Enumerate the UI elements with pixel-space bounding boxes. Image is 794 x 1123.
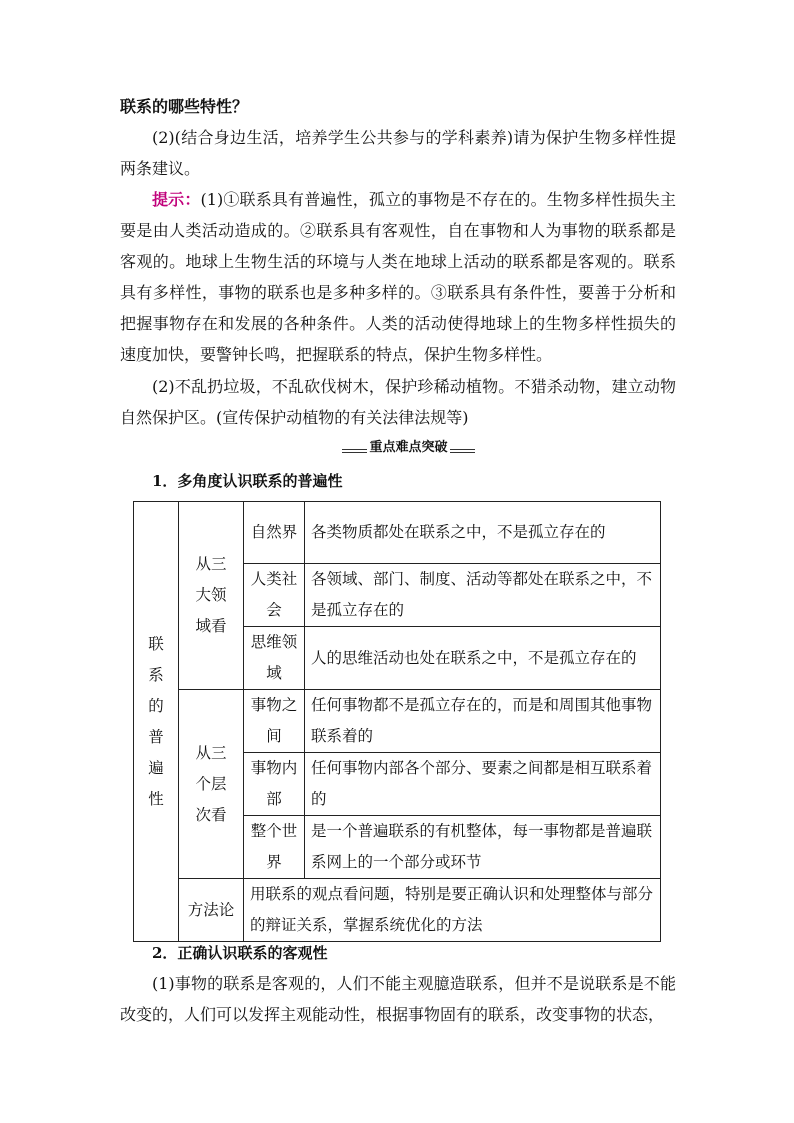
row-header-char: 的 <box>148 696 164 715</box>
row-header-char: 系 <box>148 665 164 684</box>
group-three-domains <box>179 502 244 690</box>
section-banner <box>342 439 475 457</box>
sub-whole-world: 整个世界 <box>244 816 305 879</box>
section-2-paragraph-1: (1)事物的联系是客观的，人们不能主观臆造联系，但并不是说联系是不能改变的，人们可以发挥主观能动性，根据事物固有的联系，改变事物的状态， <box>120 974 676 1024</box>
group-three-domains-label <box>179 549 243 642</box>
group-label-line: 次看 <box>195 805 227 824</box>
sub-nature: 自然界 <box>244 502 305 564</box>
section-1-heading: 1．多角度认识联系的普遍性 <box>152 472 343 490</box>
sub-between-things: 事物之间 <box>244 690 305 753</box>
hint-text: (1)①联系具有普遍性，孤立的事物是不存在的。生物多样性损失主要是由人类活动造成的。②联系具有客观性，自在事物和人为事物的联系都是客观的。地球上生物生活的环境与人类在地球上活动的联系都是客观的。联系具有多样性，事物的联系也是多种多样的。③联系具有条件性，要善于分析和把握事物存在和发展的各种条件。人类的活动使得地球上的生物多样性损失的速度加快，要警钟长鸣，把握联系的特点，保护生物多样性。 <box>120 190 676 364</box>
group-label-line: 从三 <box>195 743 227 762</box>
row-header-char: 性 <box>148 789 164 808</box>
row-header-char: 普 <box>148 727 164 746</box>
row-header-universality <box>134 502 179 942</box>
hint-label: 提示： <box>152 190 201 209</box>
desc-thought: 人的思维活动也处在联系之中，不是孤立存在的 <box>305 627 661 690</box>
method-label: 方法论 <box>179 879 244 942</box>
intro-line: 联系的哪些特性？ <box>120 97 249 116</box>
sub-within-things: 事物内部 <box>244 753 305 816</box>
group-label-line: 大领 <box>195 586 227 604</box>
row-header-char: 联 <box>148 634 164 653</box>
group-label-line: 从三 <box>195 555 227 573</box>
group-label-line: 个层 <box>195 774 227 793</box>
group-label-line: 域看 <box>195 617 227 635</box>
desc-society: 各领域、部门、制度、活动等都处在联系之中，不是孤立存在的 <box>305 564 661 627</box>
group-three-levels <box>179 690 244 879</box>
universality-table <box>133 501 661 942</box>
group-three-levels-label <box>179 738 243 831</box>
desc-whole-world: 是一个普遍联系的有机整体，每一事物都是普遍联系网上的一个部分或环节 <box>305 816 661 879</box>
sub-thought: 思维领域 <box>244 627 305 690</box>
section-banner-title: 重点难点突破 <box>369 440 448 455</box>
row-header-char: 遍 <box>148 758 164 777</box>
desc-nature: 各类物质都处在联系之中，不是孤立存在的 <box>305 502 661 564</box>
desc-within-things: 任何事物内部各个部分、要素之间都是相互联系着的 <box>305 753 661 816</box>
answer-2: (2)不乱扔垃圾，不乱砍伐树木，保护珍稀动植物。不猎杀动物，建立动物自然保护区。(宣传保护动植物的有关法律法规等) <box>120 377 676 427</box>
hint-paragraph <box>120 184 676 370</box>
section-2-heading: 2．正确认识联系的客观性 <box>152 944 328 962</box>
question-2: (2)(结合身边生活，培养学生公共参与的学科素养)请为保护生物多样性提两条建议。 <box>120 128 676 178</box>
desc-between-things: 任何事物都不是孤立存在的，而是和周围其他事物联系着的 <box>305 690 661 753</box>
method-desc: 用联系的观点看问题，特别是要正确认识和处理整体与部分的辩证关系，掌握系统优化的方法 <box>244 879 661 942</box>
row-header-text <box>134 629 178 815</box>
sub-society: 人类社会 <box>244 564 305 627</box>
